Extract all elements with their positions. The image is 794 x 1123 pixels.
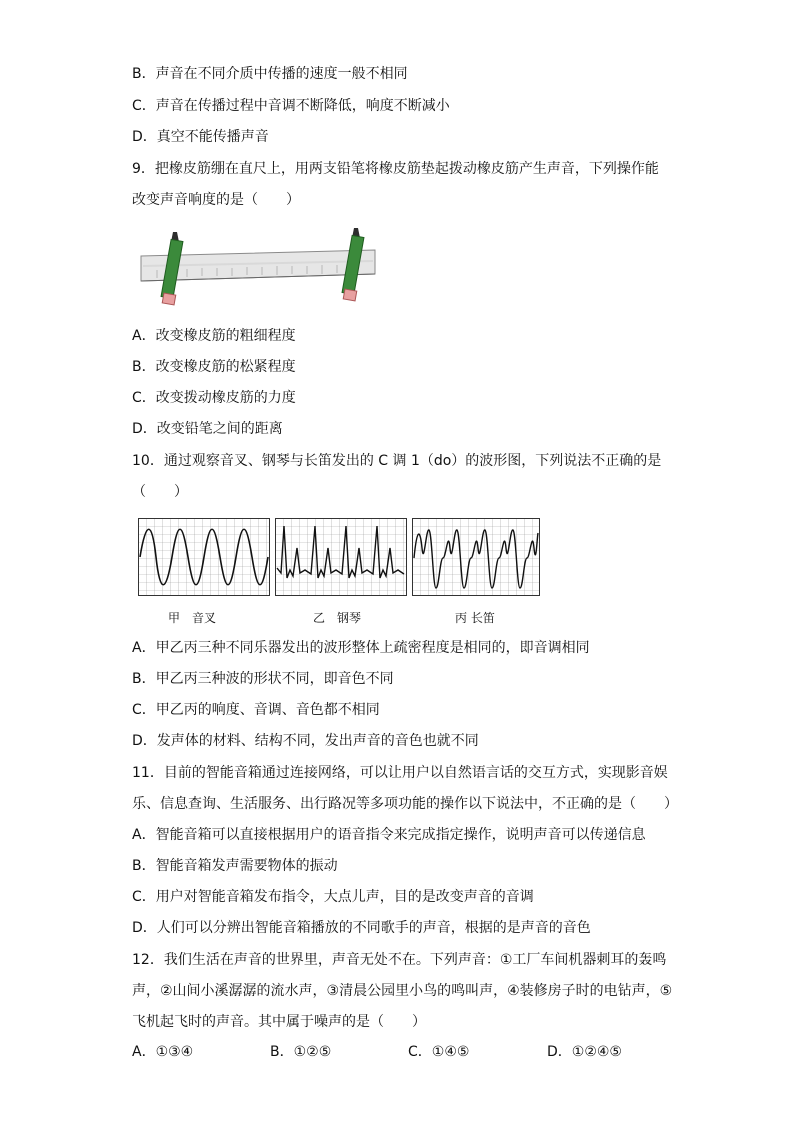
q12-option-d: D．①②④⑤ [547,1044,622,1060]
q10-stem-line1: 10．通过观察音叉、钢琴与长笛发出的 C 调 1（do）的波形图，下列说法不正确的是 [132,453,662,469]
waveform-piano [275,518,407,596]
waveform-flute [412,518,540,596]
q12-stem-line1: 12．我们生活在声音的世界里，声音无处不在。下列声音：①工厂车间机器刺耳的轰鸣 [132,952,667,968]
q12-stem-line2: 声，②山间小溪潺潺的流水声，③清晨公园里小鸟的鸣叫声，④装修房子时的电钻声，⑤ [132,983,673,999]
waveform-tuning-fork [138,518,270,596]
q10-stem-line2: （ ） [132,484,188,500]
q8-option-d: D．真空不能传播声音 [132,129,269,145]
q12-option-c: C．①④⑤ [408,1044,470,1060]
ruler-pencils-figure [137,226,380,308]
q11-option-b: B．智能音箱发声需要物体的振动 [132,858,338,874]
q9-option-a: A．改变橡皮筋的粗细程度 [132,328,296,344]
q9-option-c: C．改变拨动橡皮筋的力度 [132,390,296,406]
q9-option-d: D．改变铅笔之间的距离 [132,421,283,437]
q11-option-c: C．用户对智能音箱发布指令，大点儿声，目的是改变声音的音调 [132,889,534,905]
q8-option-b: B．声音在不同介质中传播的速度一般不相同 [132,66,408,82]
q12-option-b: B．①②⑤ [270,1044,332,1060]
q10-option-a: A．甲乙丙三种不同乐器发出的波形整体上疏密程度是相同的，即音调相同 [132,640,590,656]
q11-option-a: A．智能音箱可以直接根据用户的语音指令来完成指定操作，说明声音可以传递信息 [132,827,646,843]
q9-stem-line2: 改变声音响度的是（ ） [132,192,300,208]
caption-piano: 乙 钢琴 [313,611,362,625]
q10-option-c: C．甲乙丙的响度、音调、音色都不相同 [132,702,380,718]
caption-tuning-fork: 甲 音叉 [168,611,217,625]
q10-option-d: D．发声体的材料、结构不同，发出声音的音色也就不同 [132,733,479,749]
q10-option-b: B．甲乙丙三种波的形状不同，即音色不同 [132,671,394,687]
q9-option-b: B．改变橡皮筋的松紧程度 [132,359,296,375]
q8-option-c: C．声音在传播过程中音调不断降低，响度不断减小 [132,98,450,114]
q11-stem-line1: 11．目前的智能音箱通过连接网络，可以让用户以自然语言话的交互方式，实现影音娱 [132,765,668,781]
q9-stem-line1: 9．把橡皮筋绷在直尺上，用两支铅笔将橡皮筋垫起拨动橡皮筋产生声音，下列操作能 [132,161,659,177]
caption-flute: 丙 长笛 [455,611,495,625]
q12-stem-line3: 飞机起飞时的声音。其中属于噪声的是（ ） [132,1014,426,1030]
q11-option-d: D．人们可以分辨出智能音箱播放的不同歌手的声音，根据的是声音的音色 [132,920,591,936]
q11-stem-line2: 乐、信息查询、生活服务、出行路况等多项功能的操作以下说法中，不正确的是（ ） [132,796,678,812]
q12-option-a: A．①③④ [132,1044,194,1060]
